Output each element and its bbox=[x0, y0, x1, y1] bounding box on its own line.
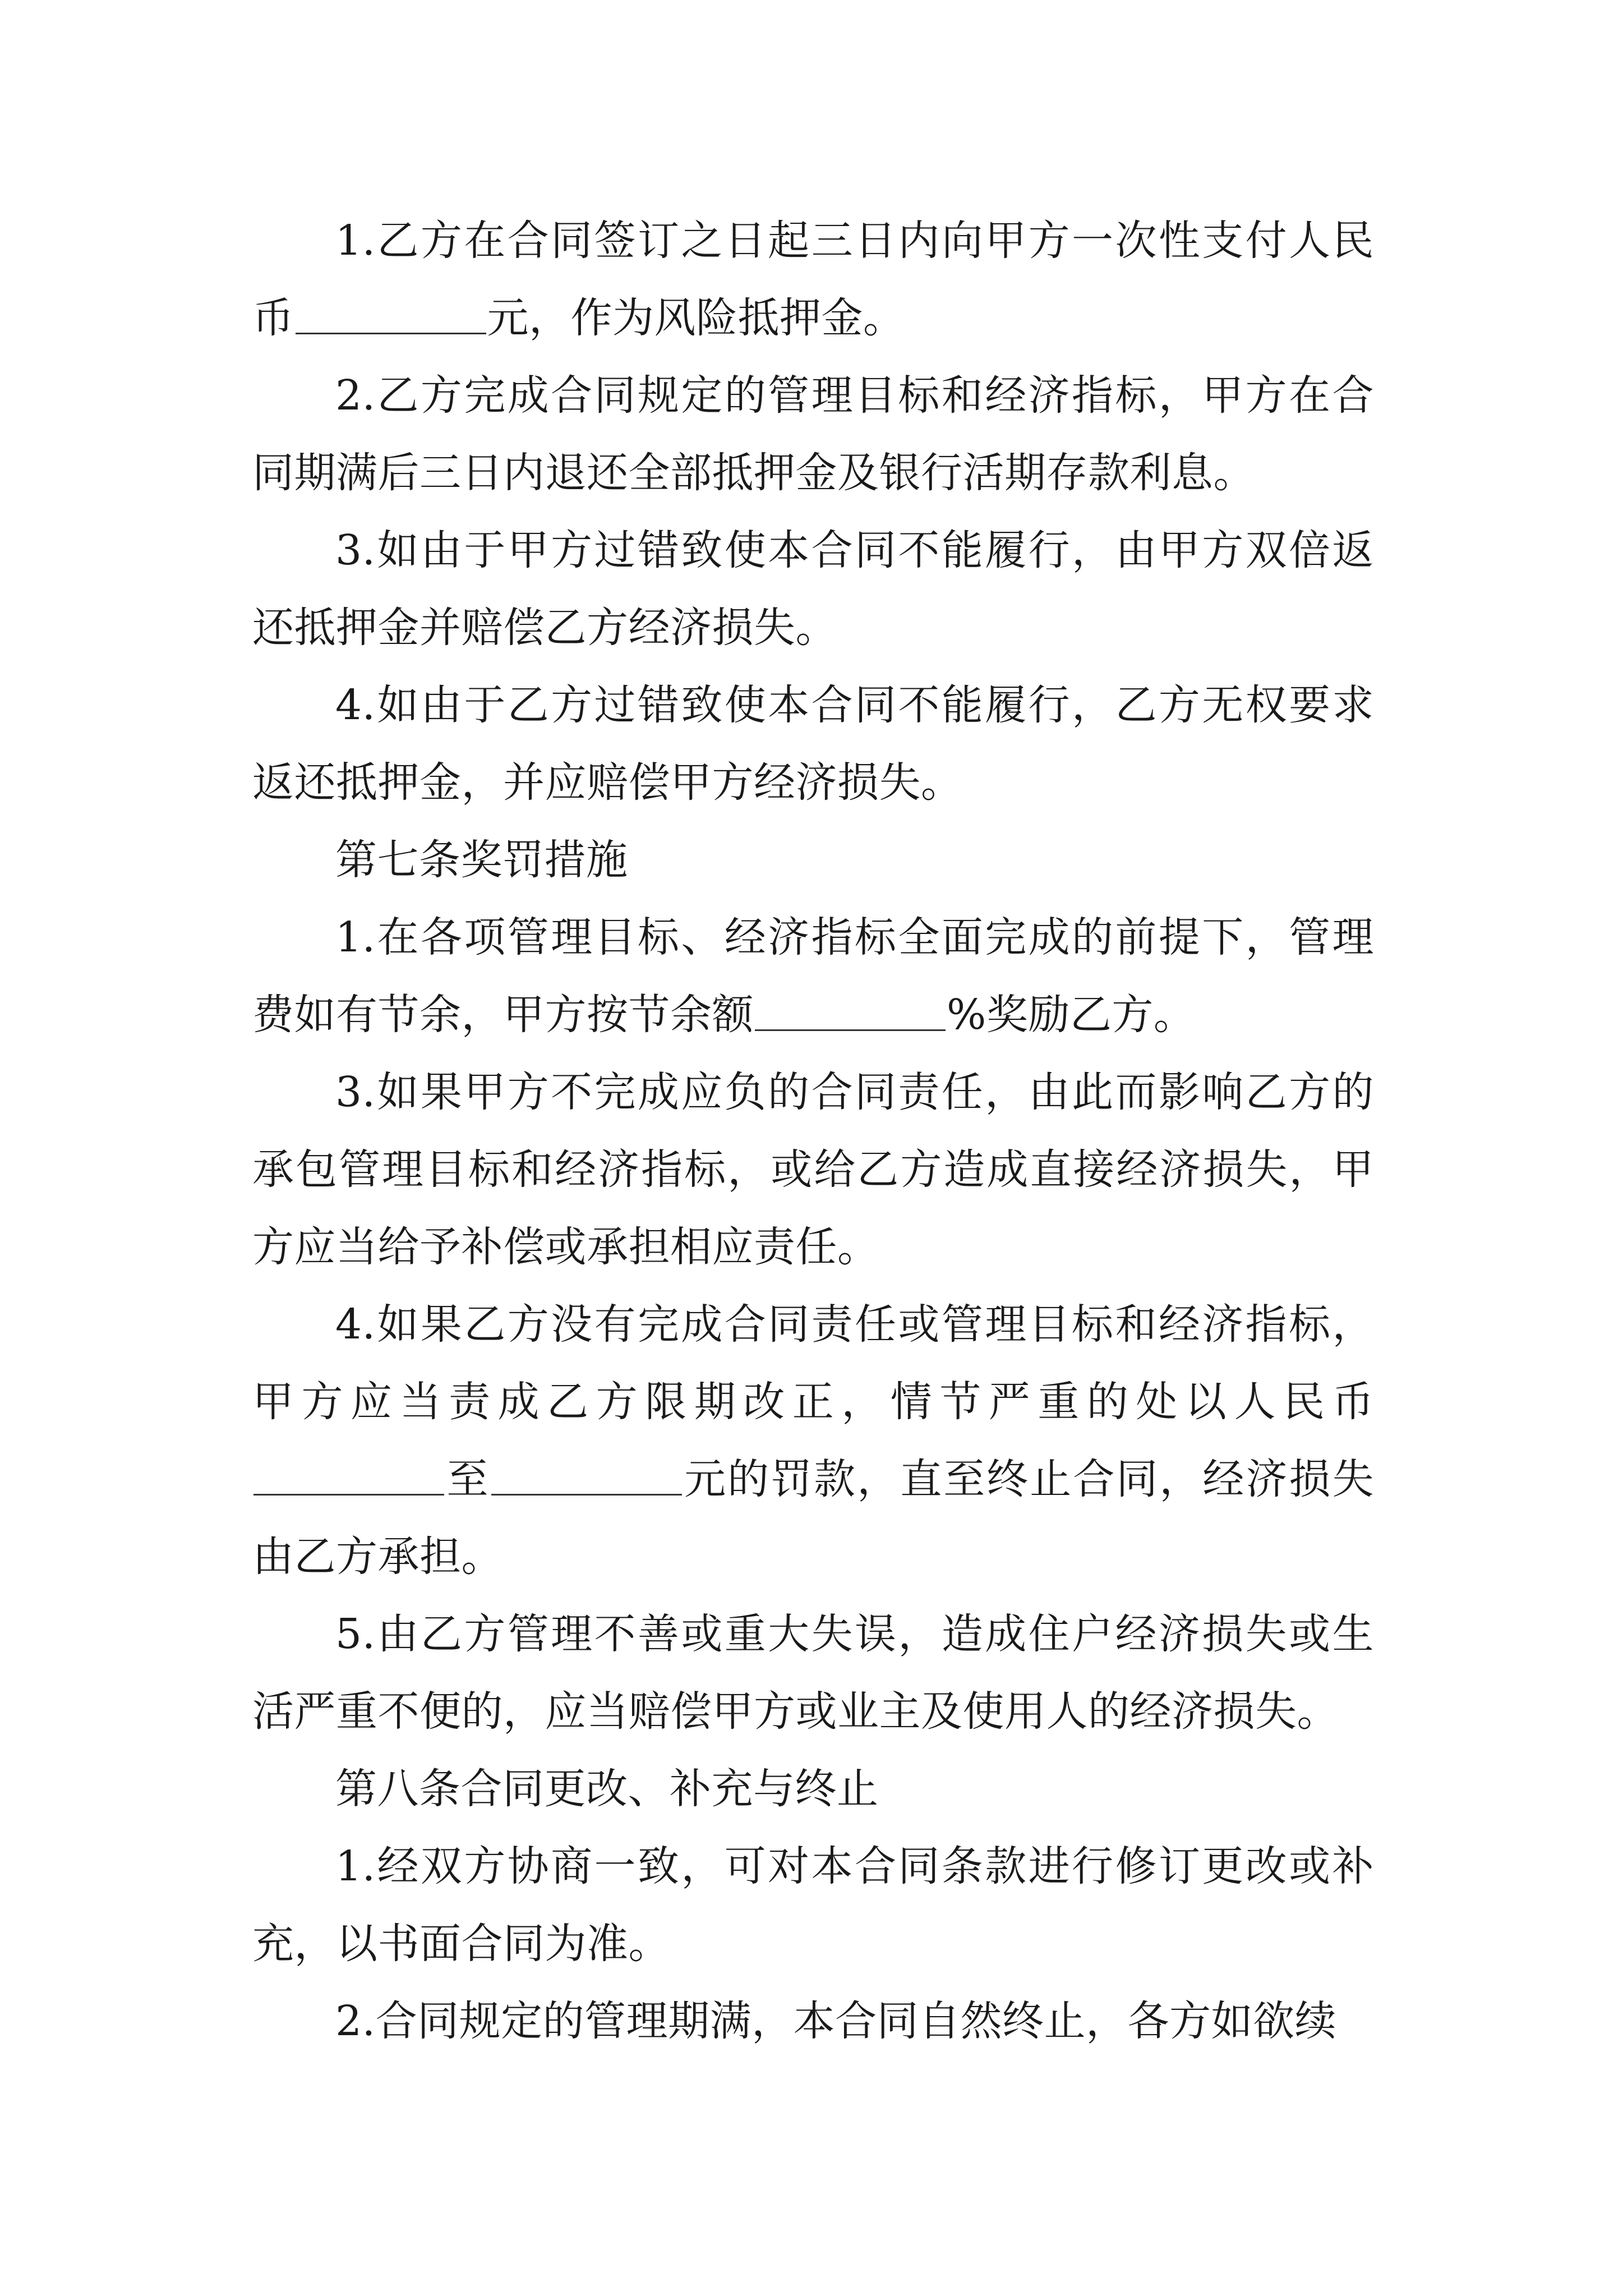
clause-text: 4.如果乙方没有完成合同责任或管理目标和经济指标，甲方应当责成乙方限期改正，情节严重的处以人民币 bbox=[252, 1300, 1374, 1426]
clause-6-item-1 bbox=[252, 202, 1374, 357]
fill-in-blank[interactable] bbox=[296, 298, 486, 334]
section-heading-article-7 bbox=[252, 821, 1374, 899]
clause-text: 2.乙方完成合同规定的管理目标和经济指标，甲方在合同期满后三日内退还全部抵押金及银行活期存款利息。 bbox=[252, 371, 1374, 497]
clause-text: 5.由乙方管理不善或重大失误，造成住户经济损失或生活严重不便的，应当赔偿甲方或业主及使用人的经济损失。 bbox=[252, 1610, 1374, 1736]
fill-in-blank[interactable] bbox=[491, 1459, 682, 1496]
clause-text: 3.如由于甲方过错致使本合同不能履行，由甲方双倍返还抵押金并赔偿乙方经济损失。 bbox=[252, 526, 1374, 652]
clause-text: 元的罚款，直至终止合同，经济损失由乙方承担。 bbox=[252, 1455, 1375, 1581]
clause-6-item-2 bbox=[252, 357, 1374, 512]
clause-text: 3.如果甲方不完成应负的合同责任，由此而影响乙方的承包管理目标和经济指标，或给乙方造成直接经济损失，甲方应当给予补偿或承担相应责任。 bbox=[252, 1068, 1374, 1271]
clause-text: 4.如由于乙方过错致使本合同不能履行，乙方无权要求返还抵押金，并应赔偿甲方经济损失。 bbox=[252, 681, 1374, 807]
clause-6-item-4 bbox=[252, 666, 1374, 821]
clause-7-item-5 bbox=[252, 1595, 1374, 1750]
clause-8-item-1 bbox=[252, 1828, 1374, 1982]
heading-text: 第七条奖罚措施 bbox=[335, 836, 628, 884]
heading-text: 第八条合同更改、补充与终止 bbox=[335, 1765, 879, 1813]
clause-text: %奖励乙方。 bbox=[947, 991, 1196, 1039]
clause-8-item-2 bbox=[252, 1982, 1374, 2060]
clause-6-item-3 bbox=[252, 512, 1374, 666]
fill-in-blank[interactable] bbox=[253, 1459, 444, 1496]
clause-text: 至 bbox=[445, 1455, 490, 1503]
clause-7-item-4 bbox=[252, 1286, 1374, 1595]
section-heading-article-8 bbox=[252, 1750, 1374, 1828]
clause-text: 1.在各项管理目标、经济指标全面完成的前提下，管理费如有节余，甲方按节余额 bbox=[252, 913, 1374, 1039]
clause-7-item-3 bbox=[252, 1053, 1374, 1286]
clause-text: 1.经双方协商一致，可对本合同条款进行修订更改或补充，以书面合同为准。 bbox=[252, 1842, 1374, 1968]
fill-in-blank[interactable] bbox=[755, 995, 946, 1031]
clause-text: 1.乙方在合同签订之日起三日内向甲方一次性支付人民币 bbox=[252, 217, 1374, 342]
clause-text: 2.合同规定的管理期满，本合同自然终止，各方如欲续 bbox=[335, 1997, 1337, 2045]
clause-text: 元，作为风险抵押金。 bbox=[487, 294, 905, 342]
clause-7-item-1 bbox=[252, 899, 1374, 1053]
document-page bbox=[252, 202, 1374, 2221]
